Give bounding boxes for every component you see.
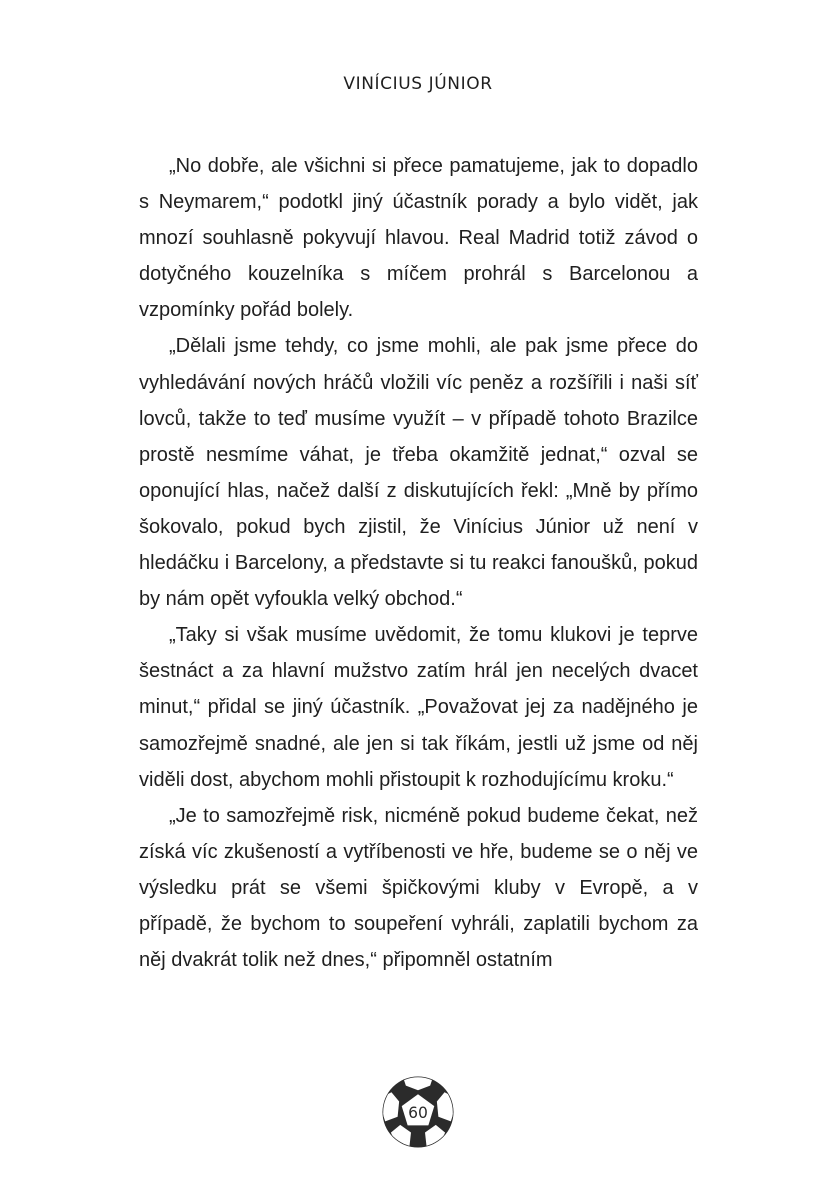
paragraph: „No dobře, ale všichni si přece pamatujeme, jak to dopadlo s Neymarem,“ podotkl jiný účastník porady a bylo vidět, jak mnozí souhlasně pokyvují hlavou. Real Madrid totiž závod o dotyčného kouzelníka s míčem prohrál s Barcelonou a vzpomínky pořád bolely.: [139, 155, 698, 322]
running-head-title: VINÍCIUS JÚNIOR: [343, 74, 493, 94]
paragraph: „Je to samozřejmě risk, nicméně pokud budeme čekat, než získá víc zkušeností a vytříbenosti ve hře, budeme se o něj ve výsledku prát se všemi špičkovými kluby v Evropě, a v případě, že bychom to soupeření vyhráli, zaplatili bychom za něj dvakrát tolik než dnes,“ připomněl ostatním: [139, 804, 698, 972]
page-number: 60: [408, 1103, 428, 1122]
body-text: [139, 148, 698, 978]
soccer-ball-icon: [381, 1075, 455, 1149]
paragraph: „Taky si však musíme uvědomit, že tomu klukovi je teprve šestnáct a za hlavní mužstvo zatím hrál jen necelých dvacet minut,“ přidal se jiný účastník. „Považovat jej za nadějného je samozřejmě snadné, ale jen si tak říkám, jestli už jsme od něj viděli dost, abychom mohli přistoupit k rozhodujícímu kroku.“: [139, 624, 698, 791]
paragraph: „Dělali jsme tehdy, co jsme mohli, ale pak jsme přece do vyhledávání nových hráčů vložili víc peněz a rozšířili i naši síť lovců, takže to teď musíme využít – v případě tohoto Brazilce prostě nesmíme váhat, je třeba okamžitě jednat,“ ozval se oponující hlas, načež další z diskutujících řekl: „Mně by přímo šokovalo, pokud bych zjistil, že Vinícius Júnior už není v hledáčku i Barcelony, a představte si tu reakci fanoušků, pokud by nám opět vyfoukla velký obchod.“: [139, 335, 698, 611]
